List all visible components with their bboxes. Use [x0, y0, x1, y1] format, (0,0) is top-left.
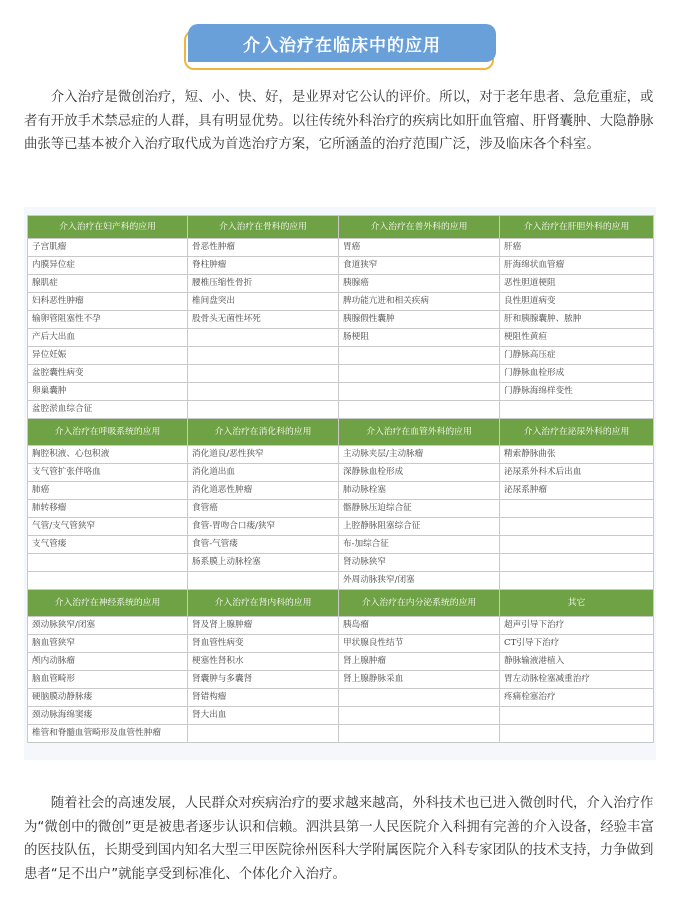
table-cell: 肺转移瘤	[28, 500, 188, 518]
table-header-cell: 介入治疗在内分泌系统的应用	[339, 590, 500, 617]
table-row	[28, 365, 654, 383]
table-cell: 肾囊肿与多囊肾	[188, 671, 339, 689]
table-cell: 硬脑膜动静脉瘘	[28, 689, 188, 707]
table-cell: 肾大出血	[188, 707, 339, 725]
table-cell	[500, 500, 654, 518]
table-row	[28, 446, 654, 464]
table-row	[28, 554, 654, 572]
table-cell: 产后大出血	[28, 329, 188, 347]
table-cell	[500, 401, 654, 419]
table-cell: 胃癌	[339, 239, 500, 257]
table-cell: 肾错构瘤	[188, 689, 339, 707]
table-cell: 脾功能亢进和相关疾病	[339, 293, 500, 311]
table-cell: 气管/支气管狭窄	[28, 518, 188, 536]
table-cell: 股骨头无菌性坏死	[188, 311, 339, 329]
table-row	[28, 653, 654, 671]
table-row	[28, 311, 654, 329]
table-cell: 良性胆道病变	[500, 293, 654, 311]
table-cell: 肾及肾上腺肿瘤	[188, 617, 339, 635]
table-cell: 脑血管狭窄	[28, 635, 188, 653]
table-cell: 门静脉海绵样变性	[500, 383, 654, 401]
table-row	[28, 257, 654, 275]
table-cell: CT引导下治疗	[500, 635, 654, 653]
table-cell: 消化道良/恶性狭窄	[188, 446, 339, 464]
table-cell: 肠梗阻	[339, 329, 500, 347]
table-cell: 外周动脉狭窄/闭塞	[339, 572, 500, 590]
table-cell: 肾上腺静脉采血	[339, 671, 500, 689]
table-cell: 肝癌	[500, 239, 654, 257]
table-header-cell: 介入治疗在泌尿外科的应用	[500, 419, 654, 446]
table-header-cell: 介入治疗在神经系统的应用	[28, 590, 188, 617]
table-cell: 胰岛瘤	[339, 617, 500, 635]
table-row	[28, 239, 654, 257]
table-cell	[500, 707, 654, 725]
table-cell: 消化道出血	[188, 464, 339, 482]
table-cell: 食管-气管瘘	[188, 536, 339, 554]
table-cell: 支气管瘘	[28, 536, 188, 554]
table-cell	[500, 518, 654, 536]
table-cell: 肾动脉狭窄	[339, 554, 500, 572]
table-header-cell: 介入治疗在消化科的应用	[188, 419, 339, 446]
table-header-cell: 介入治疗在骨科的应用	[188, 216, 339, 239]
table-cell	[188, 347, 339, 365]
table-cell: 胃左动脉栓塞减重治疗	[500, 671, 654, 689]
table-row	[28, 572, 654, 590]
table-cell: 异位妊娠	[28, 347, 188, 365]
table-header-cell: 介入治疗在呼吸系统的应用	[28, 419, 188, 446]
table-cell: 子宫肌瘤	[28, 239, 188, 257]
table-row	[28, 383, 654, 401]
table-row	[28, 401, 654, 419]
table-row	[28, 707, 654, 725]
table-header-cell: 介入治疗在妇产科的应用	[28, 216, 188, 239]
application-table	[27, 215, 654, 743]
table-cell	[339, 383, 500, 401]
table-cell: 妇科恶性肿瘤	[28, 293, 188, 311]
table-cell: 门静脉高压症	[500, 347, 654, 365]
table-cell: 布-加综合征	[339, 536, 500, 554]
table-cell: 恶性胆道梗阻	[500, 275, 654, 293]
table-cell: 腺肌症	[28, 275, 188, 293]
table-cell: 胰腺假性囊肿	[339, 311, 500, 329]
table-section-header	[28, 216, 654, 239]
table-row	[28, 464, 654, 482]
table-cell: 内膜异位症	[28, 257, 188, 275]
table-cell: 支气管扩张伴咯血	[28, 464, 188, 482]
table-cell: 食道狭窄	[339, 257, 500, 275]
table-cell	[28, 572, 188, 590]
table-row	[28, 275, 654, 293]
table-section-header	[28, 419, 654, 446]
table-row	[28, 536, 654, 554]
table-cell	[188, 329, 339, 347]
table-row	[28, 329, 654, 347]
table-cell	[500, 536, 654, 554]
table-header-cell: 介入治疗在肾内科的应用	[188, 590, 339, 617]
table-cell: 椎管和脊髓血管畸形及血管性肿瘤	[28, 725, 188, 743]
table-cell: 肾血管性病变	[188, 635, 339, 653]
table-cell	[339, 707, 500, 725]
table-header-cell: 介入治疗在普外科的应用	[339, 216, 500, 239]
table-cell: 深静脉血栓形成	[339, 464, 500, 482]
table-cell: 盆腔囊性病变	[28, 365, 188, 383]
table-cell: 疼痛栓塞治疗	[500, 689, 654, 707]
table-cell	[339, 689, 500, 707]
table-cell	[339, 347, 500, 365]
section-banner	[184, 24, 496, 68]
table-cell	[500, 554, 654, 572]
table-cell: 肺癌	[28, 482, 188, 500]
table-cell: 梗阻性黄疸	[500, 329, 654, 347]
table-cell: 肝海绵状血管瘤	[500, 257, 654, 275]
table-row	[28, 689, 654, 707]
table-row	[28, 518, 654, 536]
table-cell: 输卵管阻塞性不孕	[28, 311, 188, 329]
table-cell: 胸腔积液、心包积液	[28, 446, 188, 464]
table-cell: 泌尿系外科术后出血	[500, 464, 654, 482]
table-cell: 食管-胃吻合口瘘/狭窄	[188, 518, 339, 536]
table-row	[28, 482, 654, 500]
table-row	[28, 293, 654, 311]
table-cell	[339, 725, 500, 743]
table-cell: 骨恶性肿瘤	[188, 239, 339, 257]
table-cell: 脊柱肿瘤	[188, 257, 339, 275]
table-cell: 消化道恶性肿瘤	[188, 482, 339, 500]
table-cell	[188, 383, 339, 401]
table-cell	[28, 554, 188, 572]
table-cell: 梗塞性肾积水	[188, 653, 339, 671]
table-cell: 颈动脉海绵窦瘘	[28, 707, 188, 725]
table-header-cell: 介入治疗在血管外科的应用	[339, 419, 500, 446]
table-row	[28, 617, 654, 635]
table-cell	[339, 401, 500, 419]
table-cell: 食管癌	[188, 500, 339, 518]
table-cell: 腰椎压缩性骨折	[188, 275, 339, 293]
table-cell: 卵巢囊肿	[28, 383, 188, 401]
table-row	[28, 500, 654, 518]
table-row	[28, 725, 654, 743]
table-cell: 精索静脉曲张	[500, 446, 654, 464]
table-cell	[500, 572, 654, 590]
table-cell: 门静脉血栓形成	[500, 365, 654, 383]
table-cell: 泌尿系肿瘤	[500, 482, 654, 500]
intro-paragraph: 介入治疗是微创治疗，短、小、快、好，是业界对它公认的评价。所以，对于老年患者、急危重症，或者有开放手术禁忌症的人群，具有明显优势。以往传统外科治疗的疾病比如肝血管瘤、肝肾囊肿、大隐静脉曲张等已基本被介入治疗取代成为首选治疗方案，它所涵盖的治疗范围广泛，涉及临床各个科室。	[24, 90, 654, 152]
table-cell: 超声引导下治疗	[500, 617, 654, 635]
table-row	[28, 347, 654, 365]
table-cell: 静脉输液港植入	[500, 653, 654, 671]
table-cell	[188, 401, 339, 419]
table-cell: 颅内动脉瘤	[28, 653, 188, 671]
table-cell: 颈动脉狭窄/闭塞	[28, 617, 188, 635]
table-cell: 椎间盘突出	[188, 293, 339, 311]
table-cell: 肾上腺肿瘤	[339, 653, 500, 671]
outro-paragraph: 随着社会的高速发展，人民群众对疾病治疗的要求越来越高，外科技术也已进入微创时代，介入治疗作为“微创中的微创”更是被患者逐步认识和信赖。泗洪县第一人民医院介入科拥有完善的介入设备，经验丰富的医技队伍，长期受到国内知名大型三甲医院徐州医科大学附属医院介入科专家团队的技术支持，力争做到患者“足不出户”就能享受到标准化、个体化介入治疗。	[24, 796, 654, 882]
table-cell: 肝和胰腺囊肿、脓肿	[500, 311, 654, 329]
application-table-image	[24, 207, 656, 760]
table-cell: 髂静脉压迫综合征	[339, 500, 500, 518]
table-cell: 脑血管畸形	[28, 671, 188, 689]
table-cell	[500, 725, 654, 743]
table-cell: 肺动脉栓塞	[339, 482, 500, 500]
table-cell: 盆腔淤血综合征	[28, 401, 188, 419]
table-header-cell: 介入治疗在肝胆外科的应用	[500, 216, 654, 239]
table-row	[28, 635, 654, 653]
table-cell: 胰腺癌	[339, 275, 500, 293]
table-cell	[188, 725, 339, 743]
table-cell: 主动脉夹层/主动脉瘤	[339, 446, 500, 464]
table-cell: 肠系膜上动脉栓塞	[188, 554, 339, 572]
table-cell: 甲状腺良性结节	[339, 635, 500, 653]
table-cell	[188, 572, 339, 590]
table-header-cell: 其它	[500, 590, 654, 617]
table-row	[28, 671, 654, 689]
table-section-header	[28, 590, 654, 617]
table-cell	[339, 365, 500, 383]
table-cell	[188, 365, 339, 383]
banner-title: 介入治疗在临床中的应用	[188, 24, 496, 62]
table-cell: 上腔静脉阻塞综合征	[339, 518, 500, 536]
